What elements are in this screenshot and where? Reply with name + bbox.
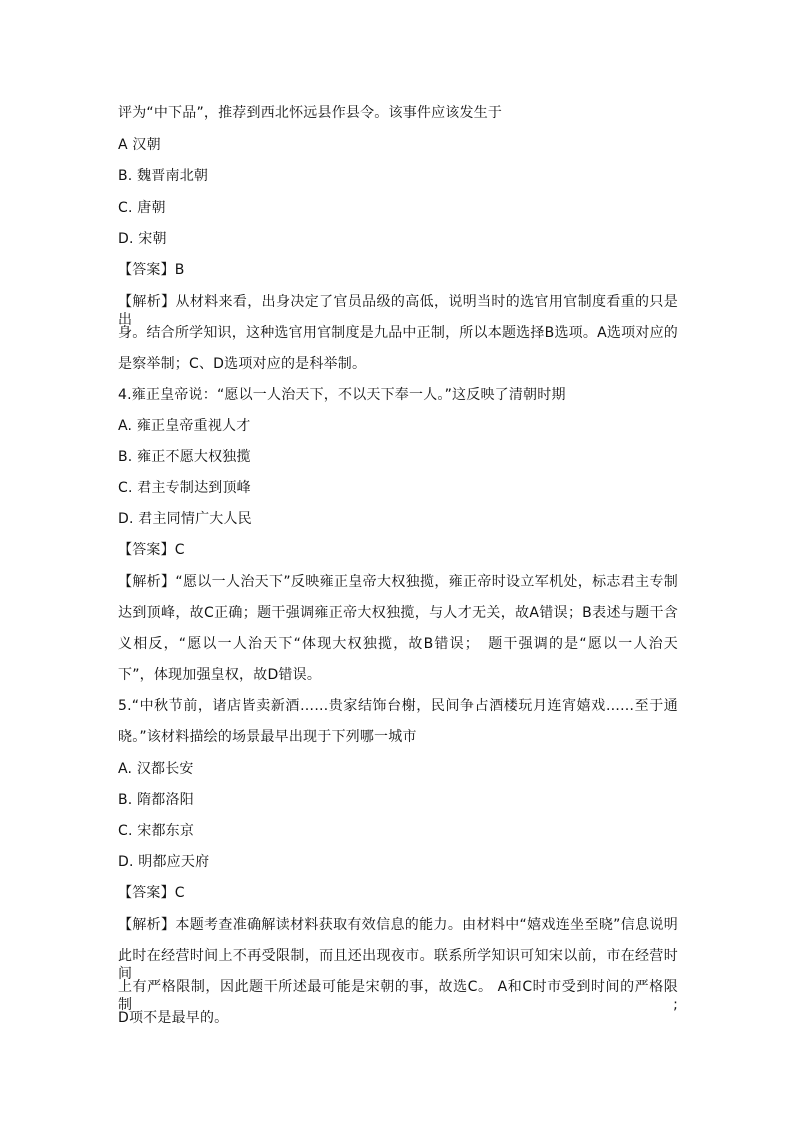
q4-analysis-line: 下”，体现加强皇权，故D错误。: [118, 667, 322, 683]
q5-stem-line: 5.“中秋节前，诸店皆卖新酒……贵家结饰台榭，民间争占酒楼玩月连宵嬉戏……至于通: [118, 698, 678, 714]
q3-answer: 【答案】B: [118, 262, 185, 278]
q3-option-b: B. 魏晋南北朝: [118, 168, 209, 184]
q5-option-b: B. 隋都洛阳: [118, 792, 194, 808]
q5-analysis-line: 【解析】本题考查准确解读材料获取有效信息的能力。由材料中“嬉戏连坐至晓”信息说明: [118, 917, 678, 933]
q3-option-d: D. 宋朝: [118, 231, 167, 247]
q5-analysis-line: D项不是最早的。: [118, 1010, 229, 1026]
q3-analysis-line: 是察举制；C、D选项对应的是科举制。: [118, 356, 367, 372]
q4-analysis-line: 【解析】“愿以一人治天下”反映雍正皇帝大权独揽，雍正帝时设立军机处，标志君主专制: [118, 574, 678, 590]
q4-option-d: D. 君主同情广大人民: [118, 511, 252, 527]
q3-option-c: C. 唐朝: [118, 200, 166, 216]
q4-option-b: B. 雍正不愿大权独揽: [118, 449, 251, 465]
q4-analysis-line: 达到顶峰，故C正确；题干强调雍正帝大权独揽，与人才无关，故A错误；B表述与题干含: [118, 605, 678, 621]
q3-analysis-line: 身。结合所学知识，这种选官用官制度是九品中正制，所以本题选择B选项。A选项对应的: [118, 325, 678, 341]
q5-analysis-line: 此时在经营时间上不再受限制，而且还出现夜市。联系所学知识可知宋以前，市在经营时间: [118, 948, 678, 982]
q5-answer: 【答案】C: [118, 885, 185, 901]
q4-answer: 【答案】C: [118, 542, 185, 558]
q4-analysis-line: 义相反，“愿以一人治天下“体现大权独揽，故B错误； 题干强调的是“愿以一人治天: [118, 636, 678, 652]
q5-option-c: C. 宋都东京: [118, 823, 195, 839]
q4-stem: 4.雍正皇帝说：“愿以一人治天下，不以天下奉一人。”这反映了清朝时期: [118, 387, 566, 403]
q5-option-a: A. 汉都长安: [118, 761, 194, 777]
q4-option-c: C. 君主专制达到顶峰: [118, 480, 251, 496]
q5-stem-line: 晓。”该材料描绘的场景最早出现于下列哪一城市: [118, 729, 417, 745]
q3-stem-tail: 评为“中下品”，推荐到西北怀远县作县令。该事件应该发生于: [118, 105, 503, 121]
q5-analysis-line: 上有严格限制，因此题干所述最可能是宋朝的事，故选C。 A和C时市受到时间的严格限制;: [118, 979, 678, 1013]
q4-option-a: A. 雍正皇帝重视人才: [118, 418, 251, 434]
q3-option-a: A 汉朝: [118, 137, 161, 153]
q5-option-d: D. 明都应天府: [118, 854, 210, 870]
q3-analysis-line: 【解析】从材料来看，出身决定了官员品级的高低，说明当时的选官用官制度看重的只是出: [118, 294, 678, 328]
